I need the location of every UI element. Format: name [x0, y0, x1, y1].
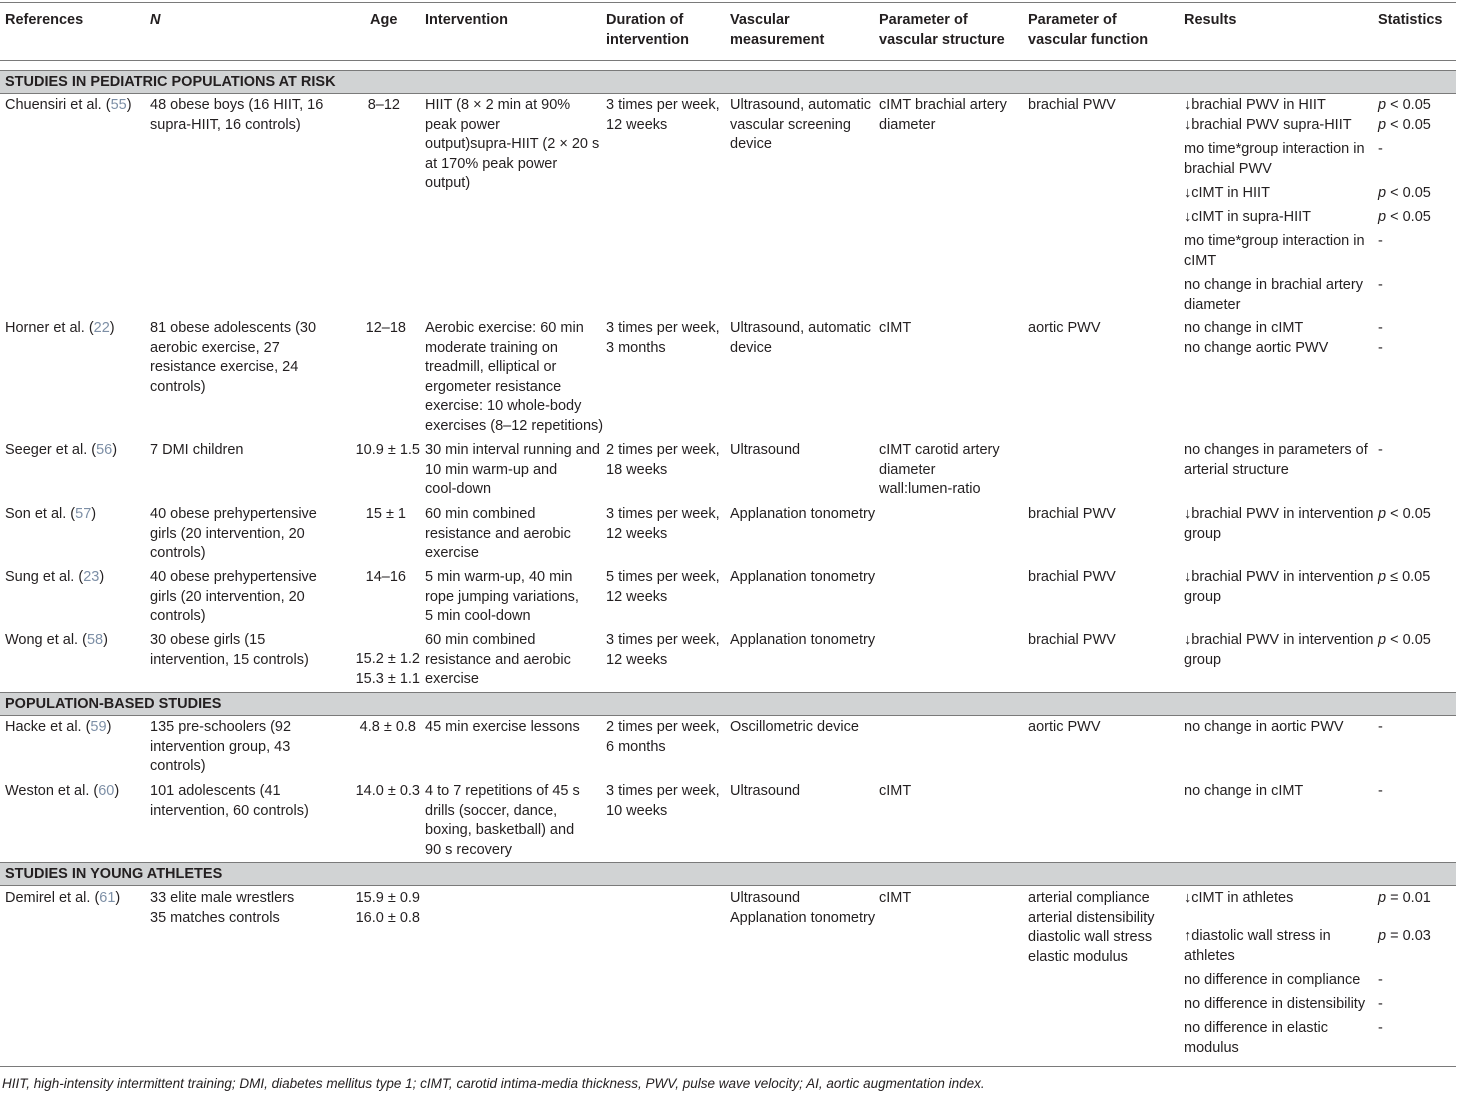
row-horner-intervention: Aerobic exercise: 60 min moderate training on treadmill, elliptical or ergometer resistance exercise: 10 whole-body exercises (8–12 repetitions)	[425, 320, 604, 434]
header-n: N	[150, 12, 161, 28]
row-horner-results: no change in cIMT no change aortic PWV	[1184, 320, 1329, 356]
row-hacke-duration: 2 times per week, 6 months	[606, 719, 720, 755]
row-horner-n: 81 obese adolescents (30 aerobic exercise, 27 resistance exercise, 24 controls)	[150, 320, 317, 395]
row-hacke-reference: Hacke et al. (59)	[5, 719, 112, 735]
row-seeger-n: 7 DMI children	[150, 442, 244, 458]
citation-link[interactable]: 56	[96, 442, 113, 458]
header-references: References	[5, 12, 84, 28]
row-sung-stats: p ≤ 0.05	[1378, 569, 1431, 585]
row-weston-duration: 3 times per week, 10 weeks	[606, 783, 720, 819]
section-band-athletes	[0, 863, 1456, 885]
bottom-rule	[0, 1066, 1456, 1067]
row-seeger-results: no changes in parameters of arterial structure	[1184, 442, 1368, 478]
citation-link[interactable]: 61	[99, 890, 116, 906]
header-vascular-measurement: Vascular measurement	[730, 12, 825, 48]
row-horner-measurement: Ultrasound, automatic device	[730, 320, 872, 356]
row-seeger-reference: Seeger et al. (56)	[5, 442, 118, 458]
row-hacke-n: 135 pre-schoolers (92 intervention group, 43 controls)	[150, 719, 292, 774]
citation-link[interactable]: 59	[90, 719, 107, 735]
section-title: STUDIES IN PEDIATRIC POPULATIONS AT RISK	[5, 74, 336, 90]
row-chuensiri-measurement: Ultrasound, automatic vascular screening device	[730, 97, 872, 152]
citation-link[interactable]: 22	[93, 320, 110, 336]
section-rule	[0, 715, 1456, 716]
row-chuensiri-stat-6: -	[1378, 233, 1383, 249]
row-chuensiri-stat-5: p < 0.05	[1378, 209, 1431, 225]
row-seeger-measurement: Ultrasound	[730, 442, 801, 458]
citation-link[interactable]: 23	[83, 569, 100, 585]
table-footnote: HIIT, high-intensity intermittent training; DMI, diabetes mellitus type 1; cIMT, carotid intima-media thickness, PWV, pulse wave velocity; AI, aortic augmentation index.	[2, 1076, 985, 1091]
row-chuensiri-intervention: HIIT (8 × 2 min at 90% peak power output)supra-HIIT (2 × 20 s at 170% peak power output)	[425, 97, 600, 191]
row-demirel-result-1: ↓cIMT in athletes	[1184, 890, 1294, 906]
citation-link[interactable]: 55	[110, 97, 127, 113]
row-demirel-reference: Demirel et al. (61)	[5, 890, 121, 906]
citation-link[interactable]: 60	[98, 783, 115, 799]
row-wong-function: brachial PWV	[1028, 632, 1116, 648]
row-sung-measurement: Applanation tonometry	[730, 569, 876, 585]
row-wong-age: 15.2 ± 1.2 15.3 ± 1.1	[355, 651, 420, 687]
row-weston-reference: Weston et al. (60)	[5, 783, 120, 799]
row-horner-reference: Horner et al. (22)	[5, 320, 115, 336]
row-demirel-function: arterial compliance arterial distensibility diastolic wall stress elastic modulus	[1028, 890, 1155, 965]
header-age: Age	[370, 12, 398, 28]
row-chuensiri-result-5: ↓cIMT in supra-HIIT	[1184, 209, 1312, 225]
row-horner-age: 12–18	[365, 320, 406, 336]
row-seeger-structure: cIMT carotid artery diameter wall:lumen-ratio	[879, 442, 1000, 497]
row-wong-measurement: Applanation tonometry	[730, 632, 876, 648]
row-hacke-results: no change in aortic PWV	[1184, 719, 1344, 735]
row-weston-structure: cIMT	[879, 783, 912, 799]
row-seeger-stats: -	[1378, 442, 1383, 458]
row-horner-structure: cIMT	[879, 320, 912, 336]
row-chuensiri-stat-3: -	[1378, 141, 1383, 157]
header-results: Results	[1184, 12, 1237, 28]
row-chuensiri-age: 8–12	[367, 97, 400, 113]
citation-link[interactable]: 58	[86, 632, 104, 648]
row-horner-duration: 3 times per week, 3 months	[606, 320, 720, 356]
row-weston-intervention: 4 to 7 repetitions of 45 s drills (soccer, dance, boxing, basketball) and 90 s recovery	[425, 783, 580, 858]
row-demirel-stat-5: -	[1378, 1020, 1383, 1036]
row-chuensiri-result-2: ↓brachial PWV supra-HIIT	[1184, 117, 1352, 133]
row-chuensiri-stat-2: p < 0.05	[1378, 117, 1431, 133]
row-sung-age: 14–16	[365, 569, 406, 585]
row-hacke-intervention: 45 min exercise lessons	[425, 719, 580, 735]
header-parameter-function: Parameter of vascular function	[1028, 12, 1149, 48]
row-son-n: 40 obese prehypertensive girls (20 intervention, 20 controls)	[150, 506, 317, 561]
row-weston-age: 14.0 ± 0.3	[355, 783, 420, 799]
row-wong-reference: Wong et al. (58)	[5, 632, 108, 648]
row-sung-function: brachial PWV	[1028, 569, 1116, 585]
row-son-duration: 3 times per week, 12 weeks	[606, 506, 720, 542]
row-sung-duration: 5 times per week, 12 weeks	[606, 569, 720, 605]
header-statistics: Statistics	[1378, 12, 1443, 28]
section-band-population	[0, 693, 1456, 715]
row-demirel-result-2: ↑diastolic wall stress in athletes	[1184, 928, 1331, 964]
row-hacke-stats: -	[1378, 719, 1383, 735]
row-weston-n: 101 adolescents (41 intervention, 60 controls)	[150, 783, 309, 819]
top-rule	[0, 2, 1456, 3]
row-seeger-duration: 2 times per week, 18 weeks	[606, 442, 720, 478]
row-chuensiri-stat-4: p < 0.05	[1378, 185, 1431, 201]
row-son-results: ↓brachial PWV in intervention group	[1184, 506, 1374, 542]
row-wong-stats: p < 0.05	[1378, 632, 1431, 648]
header-parameter-structure: Parameter of vascular structure	[879, 12, 1005, 48]
row-weston-measurement: Ultrasound	[730, 783, 801, 799]
row-horner-function: aortic PWV	[1028, 320, 1101, 336]
row-demirel-result-4: no difference in distensibility	[1184, 996, 1366, 1012]
row-chuensiri-result-4: ↓cIMT in HIIT	[1184, 185, 1270, 201]
row-horner-stats: - -	[1378, 320, 1383, 356]
row-weston-results: no change in cIMT	[1184, 783, 1304, 799]
row-demirel-result-5: no difference in elastic modulus	[1184, 1020, 1329, 1056]
row-wong-duration: 3 times per week, 12 weeks	[606, 632, 720, 668]
row-son-stats: p < 0.05	[1378, 506, 1431, 522]
citation-link[interactable]: 57	[75, 506, 92, 522]
row-demirel-age: 15.9 ± 0.9 16.0 ± 0.8	[355, 890, 420, 926]
row-seeger-age: 10.9 ± 1.5	[355, 442, 420, 458]
row-chuensiri-reference: Chuensiri et al. (55)	[5, 97, 132, 113]
row-demirel-stat-3: -	[1378, 972, 1383, 988]
row-chuensiri-stat-7: -	[1378, 277, 1383, 293]
row-wong-n: 30 obese girls (15 intervention, 15 controls)	[150, 632, 309, 668]
row-demirel-measurement: Ultrasound Applanation tonometry	[730, 890, 876, 926]
row-son-intervention: 60 min combined resistance and aerobic exercise	[425, 506, 571, 561]
row-chuensiri-stat-1: p < 0.05	[1378, 97, 1431, 113]
row-wong-intervention: 60 min combined resistance and aerobic exercise	[425, 632, 571, 687]
row-wong-results: ↓brachial PWV in intervention group	[1184, 632, 1374, 668]
row-chuensiri-function: brachial PWV	[1028, 97, 1116, 113]
row-sung-intervention: 5 min warm-up, 40 min rope jumping variations, 5 min cool-down	[425, 569, 579, 624]
row-weston-stats: -	[1378, 783, 1383, 799]
section-title: STUDIES IN YOUNG ATHLETES	[5, 866, 223, 882]
section-rule	[0, 885, 1456, 886]
row-sung-results: ↓brachial PWV in intervention group	[1184, 569, 1374, 605]
row-hacke-measurement: Oscillometric device	[730, 719, 859, 735]
row-son-reference: Son et al. (57)	[5, 506, 97, 522]
row-chuensiri-duration: 3 times per week, 12 weeks	[606, 97, 720, 133]
row-son-function: brachial PWV	[1028, 506, 1116, 522]
row-demirel-structure: cIMT	[879, 890, 912, 906]
row-hacke-age: 4.8 ± 0.8	[359, 719, 416, 735]
section-rule	[0, 93, 1456, 94]
row-demirel-stat-1: p = 0.01	[1378, 890, 1431, 906]
row-chuensiri-result-3: mo time*group interaction in brachial PWV	[1184, 141, 1365, 177]
section-band-pediatric	[0, 71, 1456, 93]
row-demirel-stat-2: p = 0.03	[1378, 928, 1431, 944]
row-hacke-function: aortic PWV	[1028, 719, 1101, 735]
row-seeger-intervention: 30 min interval running and 10 min warm-up and cool-down	[425, 442, 600, 497]
row-son-age: 15 ± 1	[365, 506, 406, 522]
row-sung-n: 40 obese prehypertensive girls (20 intervention, 20 controls)	[150, 569, 317, 624]
row-demirel-stat-4: -	[1378, 996, 1383, 1012]
header-duration: Duration of intervention	[606, 12, 689, 48]
row-chuensiri-structure: cIMT brachial artery diameter	[879, 97, 1007, 133]
row-chuensiri-result-7: no change in brachial artery diameter	[1184, 277, 1363, 313]
row-chuensiri-result-6: mo time*group interaction in cIMT	[1184, 233, 1365, 269]
row-demirel-n: 33 elite male wrestlers 35 matches controls	[150, 890, 295, 926]
header-rule	[0, 60, 1456, 61]
row-chuensiri-n: 48 obese boys (16 HIIT, 16 supra-HIIT, 16 controls)	[150, 97, 324, 133]
row-demirel-result-3: no difference in compliance	[1184, 972, 1361, 988]
row-son-measurement: Applanation tonometry	[730, 506, 876, 522]
section-title: POPULATION-BASED STUDIES	[5, 696, 222, 712]
header-intervention: Intervention	[425, 12, 508, 28]
row-sung-reference: Sung et al. (23)	[5, 569, 105, 585]
row-chuensiri-result-1: ↓brachial PWV in HIIT	[1184, 97, 1326, 113]
